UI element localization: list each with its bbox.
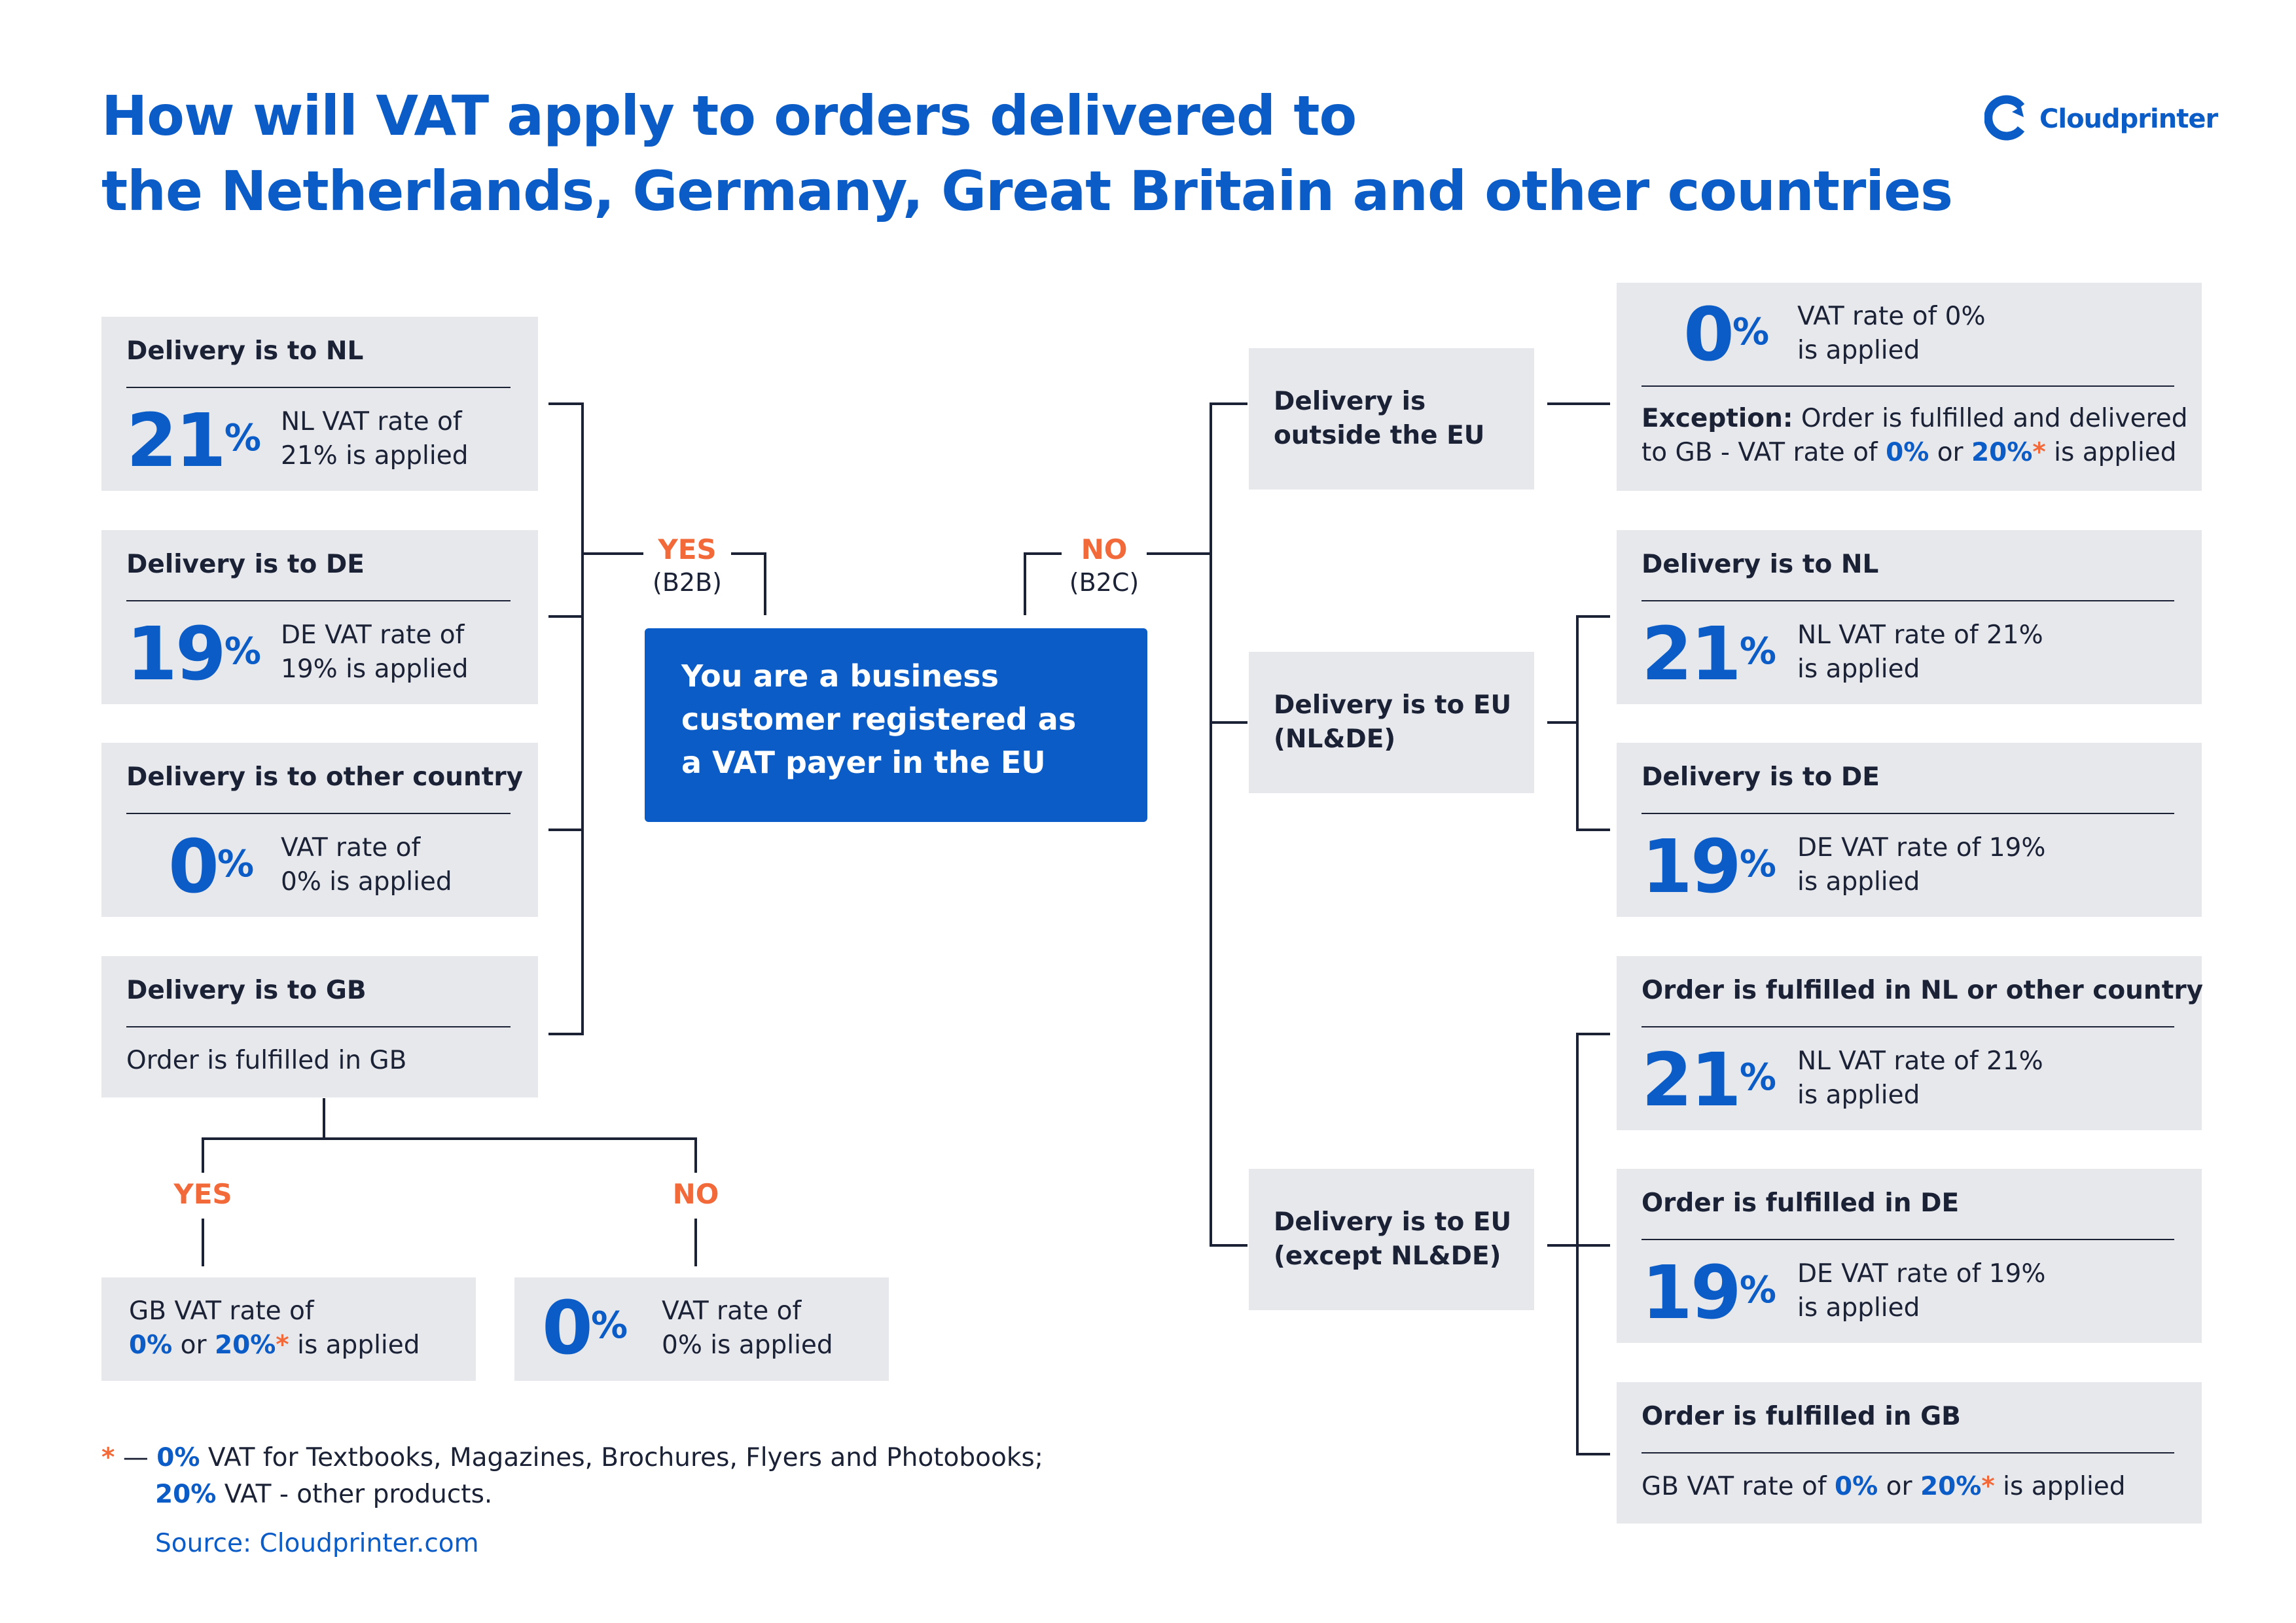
box-heading: Order is fulfilled in GB xyxy=(1641,1402,1961,1431)
rate-description: DE VAT rate of 19% is applied xyxy=(281,620,469,684)
box-heading: Delivery is to DE xyxy=(1641,762,1880,792)
divider xyxy=(126,387,511,388)
box-heading: Order is fulfilled in NL or other country xyxy=(1641,976,2203,1005)
gb-yes-description: GB VAT rate of 0% or 20%* is applied xyxy=(129,1296,420,1360)
divider xyxy=(1641,813,2174,814)
page-title xyxy=(101,79,2000,229)
box-heading: Delivery is to other country xyxy=(126,762,524,792)
rate-description: NL VAT rate of 21% is applied xyxy=(281,407,469,471)
rate-description: VAT rate of 0% is applied xyxy=(662,1296,833,1360)
rate-description: DE VAT rate of 19% is applied xyxy=(1797,833,2046,897)
rate-description: VAT rate of 0% is applied xyxy=(1797,302,1986,365)
rate-value: 0% xyxy=(542,1286,628,1371)
b2c-fulfilled-de-box xyxy=(1617,1169,2202,1343)
divider xyxy=(1641,1452,2174,1454)
gb-yes-label: YES xyxy=(173,1178,232,1210)
b2b-de-box xyxy=(101,530,538,704)
title-line-2: the Netherlands, Germany, Great Britain and other countries xyxy=(101,159,1953,223)
b2c-eu-nl-de-label: Delivery is to EU (NL&DE) xyxy=(1249,652,1534,793)
rate-description: GB VAT rate of 0% or 20%* is applied xyxy=(1641,1472,2126,1501)
rate-value: 21% xyxy=(126,399,261,484)
rate-value: 19% xyxy=(126,612,261,697)
rate-value: 0% xyxy=(1683,293,1770,378)
box-heading: Delivery is to GB xyxy=(126,976,367,1005)
gb-yes-box xyxy=(101,1277,476,1381)
exception-note: Exception: Order is fulfilled and delivered to GB - VAT rate of 0% or 20%* is applied xyxy=(1641,404,2188,467)
cloudprinter-logo-icon xyxy=(1984,94,2030,145)
divider xyxy=(1641,385,2174,387)
gb-no-box xyxy=(514,1277,889,1381)
box-heading: Delivery is to NL xyxy=(1641,550,1879,579)
rate-value: 0% xyxy=(168,825,255,910)
b2c-fulfilled-gb-box xyxy=(1617,1382,2202,1524)
title-line-1: How will VAT apply to orders delivered to xyxy=(101,84,1357,148)
b2c-de-box xyxy=(1617,743,2202,917)
brand-logo xyxy=(1984,93,2218,145)
rate-value: 21% xyxy=(1641,612,1776,697)
divider xyxy=(126,813,511,814)
box-heading: Delivery is to NL xyxy=(126,336,364,366)
b2c-outside-eu-label: Delivery is outside the EU xyxy=(1249,348,1534,490)
rate-description: NL VAT rate of 21% is applied xyxy=(1797,1046,2043,1110)
rate-value: 19% xyxy=(1641,825,1776,910)
footnote: * — 0% VAT for Textbooks, Magazines, Brochures, Flyers and Photobooks; 20% VAT - other products. xyxy=(101,1443,1043,1509)
yes-branch-label: YES (B2B) xyxy=(653,533,722,597)
source-credit: Source: Cloudprinter.com xyxy=(155,1529,479,1558)
brand-name: Cloudprinter xyxy=(2039,104,2218,134)
box-heading: Order is fulfilled in DE xyxy=(1641,1188,1960,1218)
b2b-nl-box xyxy=(101,317,538,491)
divider xyxy=(1641,1239,2174,1240)
rate-description: VAT rate of 0% is applied xyxy=(281,833,452,897)
divider xyxy=(126,600,511,601)
rate-description: NL VAT rate of 21% is applied xyxy=(1797,620,2043,684)
b2c-eu-except-label: Delivery is to EU (except NL&DE) xyxy=(1249,1169,1534,1310)
divider xyxy=(1641,600,2174,601)
b2b-other-box xyxy=(101,743,538,917)
divider xyxy=(126,1026,511,1027)
box-heading: Delivery is to DE xyxy=(126,550,365,579)
divider xyxy=(1641,1026,2174,1027)
b2b-gb-box xyxy=(101,956,538,1097)
b2c-outside-eu-box xyxy=(1617,283,2202,491)
rate-description: DE VAT rate of 19% is applied xyxy=(1797,1259,2046,1323)
rate-value: 19% xyxy=(1641,1251,1776,1336)
rate-value: 21% xyxy=(1641,1038,1776,1123)
gb-no-label: NO xyxy=(672,1178,719,1210)
b2c-fulfilled-nl-box xyxy=(1617,956,2202,1130)
central-question-box: You are a business customer registered as a VAT payer in the EU xyxy=(645,628,1147,822)
no-branch-label: NO (B2C) xyxy=(1069,533,1139,597)
fulfillment-note: Order is fulfilled in GB xyxy=(126,1046,407,1075)
b2c-nl-box xyxy=(1617,530,2202,704)
